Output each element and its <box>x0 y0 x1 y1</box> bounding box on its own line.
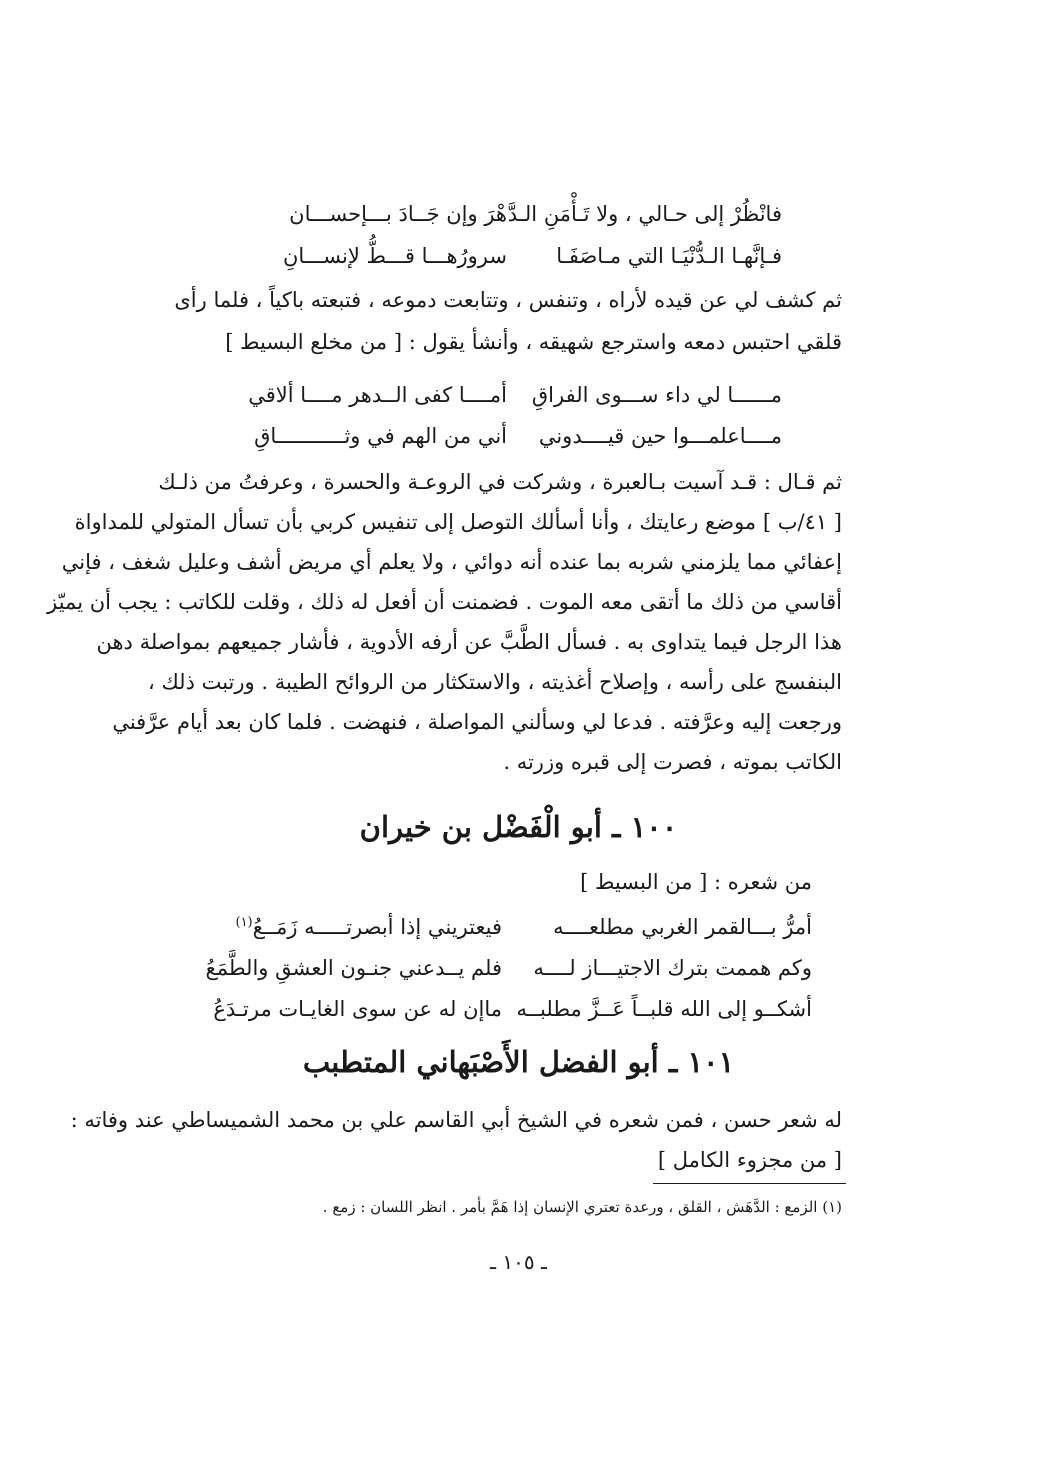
footnote: (١) الزمع : الدَّهَش ، القلق ، ورعدة تعتري الإنسان إذا هَمَّ بأمر . انظر اللسان : زمع . <box>322 1198 842 1216</box>
verse-2-second-hemistich: سرورُهـــا قـــطُّ لإنســـانِ <box>282 244 507 268</box>
prose-line: [ من مجزوء الكامل ] <box>657 1148 842 1172</box>
section-heading-101: ١٠١ ـ أبو الفضل الأَصْبَهاني المتطبب <box>302 1045 735 1079</box>
verse-6-first-hemistich: وكم هممت بترك الاجتيـــاز لــــه <box>533 956 812 980</box>
prose-line: أقاسي من ذلك ما أتقى معه الموت . فضمنت أن أفعل له ذلك ، وقلت للكاتب : يجب أن يميّز <box>47 590 842 614</box>
prose-line: هذا الرجل فيما يتداوى به . فسأل الطَّبَّ عن أرفه الأدوية ، فأشار جميعهم بمواصلة دهن <box>96 630 842 654</box>
verse-6-second-hemistich: فلم يــدعني جنـون العشقِ والطَّمَعُ <box>205 956 502 980</box>
prose-line: ثم قـال : قـد آسيت بـالعبرة ، وشركت في الروعـة والحسرة ، وعرفتُ من ذلـك <box>158 470 842 494</box>
prose-line: [ ٤١/ب ] موضع رعايتك ، وأنا أسألك التوصل إلى تنفيس كربي بأن تسأل المتولي للمداواة <box>74 510 842 534</box>
verse-4-second-hemistich: أني من الهم في وثـــــــــــاقِ <box>254 424 507 448</box>
verse-1-first-hemistich: فانْظُرْ إلى حـالي ، ولا تَـأْمَنِ الـدَّ <box>507 202 782 226</box>
section-intro: من شعره : [ من البسيط ] <box>580 870 812 894</box>
footnote-rule <box>653 1183 846 1184</box>
verse-5-second-hemistich <box>235 915 502 939</box>
prose-line: ورجعت إليه وعرَّفته . فدعا لي وسألني المواصلة ، فنهضت . فلما كان بعد أيام عرَّفني <box>112 710 842 734</box>
verse-7-second-hemistich: ماإن له عن سوى الغايـات مرتـدَعُ <box>213 997 502 1021</box>
verse-3-first-hemistich: مــــــا لي داء ســـوى الفراقِ <box>531 383 782 407</box>
verse-5-first-hemistich: أمرُّ بـــالقمر الغربي مطلعــــه <box>553 915 812 939</box>
prose-line: البنفسج على رأسه ، وإصلاح أغذيته ، والاستكثار من الروائح الطيبة . ورتبت ذلك ، <box>148 670 842 694</box>
section-heading-100: ١٠٠ ـ أبو الْفَضْل بن خيران <box>359 810 678 844</box>
prose-line: قلقي احتبس دمعه واسترجع شهيقه ، وأنشأ يقول : [ من مخلع البسيط ] <box>225 330 842 354</box>
prose-line: ثم كشف لي عن قيده لأراه ، وتنفس ، وتتابعت دموعه ، فتبعته باكياً ، فلما رأى <box>174 288 842 312</box>
footnote-marker: (١) <box>235 915 253 930</box>
verse-1-second-hemistich: هْرَ وإن جَــادَ بـــإحســـان <box>289 202 507 226</box>
prose-line: إعفائي مما يلزمني شربه بما عنده أنه دوائي ، ولا يعلم أي مريض أشف وعليل شغف ، فإني <box>61 550 842 574</box>
page-number: ـ ١٠٥ ـ <box>490 1250 547 1274</box>
verse-2-first-hemistich: فـإنَّهـا الـدُّنْيَـا التي مـاصَفَـا <box>556 244 782 268</box>
verse-4-first-hemistich: مــــاعلمـــوا حين قيــــدوني <box>538 424 782 448</box>
prose-line: له شعر حسن ، فمن شعره في الشيخ أبي القاسم علي بن محمد الشميساطي عند وفاته : <box>70 1108 842 1132</box>
verse-3-second-hemistich: أمــــا كفى الــدهر مــــا ألاقي <box>248 383 507 407</box>
verse-7-first-hemistich: أشكــو إلى الله قلبــاً عَــزَّ مطلبــه <box>516 997 812 1021</box>
prose-line: الكاتب بموته ، فصرت إلى قبره وزرته . <box>503 750 842 774</box>
hemistich-text: فيعتريني إذا أبصرتـــــه زَمَــعُ <box>252 915 502 939</box>
